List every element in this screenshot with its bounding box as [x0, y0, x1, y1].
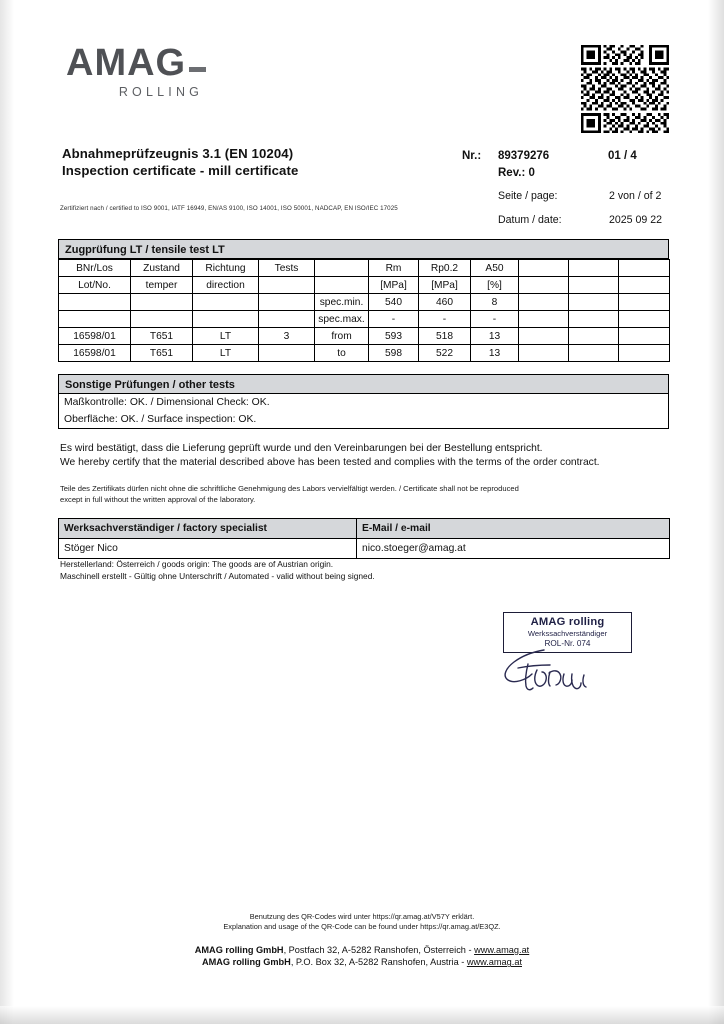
- table-cell: 460: [419, 294, 471, 311]
- column-header-cell: [519, 277, 569, 294]
- table-cell: [569, 311, 619, 328]
- column-header-cell: direction: [193, 277, 259, 294]
- address-german-url[interactable]: www.amag.at: [474, 944, 530, 955]
- table-cell: 16598/01: [59, 328, 131, 345]
- table-row: [59, 294, 670, 311]
- qr-explanation-german: Benutzung des QR-Codes wird unter https://qr.amag.at/V57Y erklärt.: [249, 912, 475, 921]
- table-row: [59, 328, 670, 345]
- origin-notice: [60, 559, 676, 582]
- tensile-test-table: [58, 259, 670, 362]
- scan-edge-left: [0, 0, 14, 1024]
- table-cell: 8: [471, 294, 519, 311]
- table-cell: [59, 311, 131, 328]
- logo-subtitle: ROLLING: [118, 85, 204, 99]
- column-header-cell: [MPa]: [419, 277, 471, 294]
- other-tests-band-title: Sonstige Prüfungen / other tests: [58, 374, 669, 394]
- stamp-role: Werkssachverständiger: [527, 629, 608, 638]
- certification-statement: [60, 442, 676, 469]
- table-cell: 13: [471, 328, 519, 345]
- column-header-cell: [MPa]: [369, 277, 419, 294]
- table-cell: 13: [471, 345, 519, 362]
- nr-label: Nr.:: [462, 150, 482, 162]
- table-cell: [569, 294, 619, 311]
- meta-row-revision: [462, 167, 662, 184]
- table-row-header-de: [59, 260, 670, 277]
- address-english-rest: , P.O. Box 32, A-5282 Ranshofen, Austria -: [290, 957, 467, 968]
- column-header-cell: Zustand: [131, 260, 193, 277]
- column-header-cell: Rp0.2: [419, 260, 471, 277]
- table-cell: -: [419, 311, 471, 328]
- factory-specialist-table: [58, 518, 670, 559]
- address-german: [0, 944, 724, 956]
- column-header-cell: [315, 260, 369, 277]
- table-cell: 3: [259, 328, 315, 345]
- specialist-name-value: Stöger Nico: [59, 539, 357, 559]
- reproduce-line1: Teile des Zertifikats dürfen nicht ohne die schriftliche Genehmigung des Labors vervielfältigt werden. / Certificate shall not be reproduced: [60, 484, 519, 493]
- certification-standards-line: Zertifiziert nach / certified to ISO 9001, IATF 16949, EN/AS 9100, ISO 14001, ISO 50001, NADCAP, EN ISO/IEC 17025: [60, 205, 398, 212]
- table-cell: from: [315, 328, 369, 345]
- sheet-value: 01 / 4: [608, 150, 637, 162]
- table-cell: -: [471, 311, 519, 328]
- table-cell: [519, 328, 569, 345]
- address-english-company: AMAG rolling GmbH: [202, 957, 291, 968]
- column-header-cell: Tests: [259, 260, 315, 277]
- company-address: [0, 944, 724, 969]
- date-value: 2025 09 22: [609, 214, 663, 226]
- table-cell: 598: [369, 345, 419, 362]
- specialist-email-header: E-Mail / e-mail: [357, 519, 670, 539]
- address-english: [0, 956, 724, 968]
- stamp-rol-number: ROL-Nr. 074: [544, 639, 591, 648]
- reproduction-notice: [60, 484, 680, 505]
- title-german: Abnahmeprüfzeugnis 3.1 (EN 10204): [62, 146, 294, 161]
- column-header-cell: BNr/Los: [59, 260, 131, 277]
- table-cell: LT: [193, 328, 259, 345]
- rev-label: Rev.: 0: [498, 167, 535, 179]
- address-german-rest: , Postfach 32, A-5282 Ranshofen, Österreich -: [283, 944, 475, 955]
- column-header-cell: temper: [131, 277, 193, 294]
- page-title: [62, 146, 298, 179]
- table-cell: 540: [369, 294, 419, 311]
- table-row: [59, 539, 670, 559]
- page-label: Seite / page:: [498, 190, 558, 202]
- column-header-cell: [619, 260, 670, 277]
- table-cell: -: [369, 311, 419, 328]
- origin-line: Herstellerland: Österreich / goods origin: The goods are of Austrian origin.: [60, 559, 334, 569]
- scan-edge-right: [708, 0, 724, 1024]
- title-english: Inspection certificate - mill certificate: [62, 162, 299, 178]
- table-cell: 16598/01: [59, 345, 131, 362]
- column-header-cell: [569, 277, 619, 294]
- table-cell: [259, 345, 315, 362]
- other-test-line: Maßkontrolle: OK. / Dimensional Check: OK.: [64, 397, 270, 408]
- other-test-line: Oberfläche: OK. / Surface inspection: OK.: [64, 414, 257, 425]
- table-cell: [619, 345, 670, 362]
- meta-row-date: [462, 214, 662, 232]
- other-tests-lines: [58, 394, 669, 429]
- amag-logo: [66, 44, 206, 99]
- table-cell: [193, 294, 259, 311]
- table-cell: [619, 294, 670, 311]
- table-cell: 522: [419, 345, 471, 362]
- page-value: 2 von / of 2: [609, 190, 662, 202]
- column-header-cell: Rm: [369, 260, 419, 277]
- table-cell: [569, 328, 619, 345]
- table-cell: [193, 311, 259, 328]
- table-cell: [519, 294, 569, 311]
- qr-code-image: [578, 42, 672, 136]
- reproduce-line2: except in full without the written approval of the laboratory.: [60, 494, 256, 504]
- certify-english: We hereby certify that the material described above has been tested and complies with the terms of the order contract.: [60, 456, 600, 468]
- table-cell: LT: [193, 345, 259, 362]
- certify-german: Es wird bestätigt, dass die Lieferung geprüft wurde und den Vereinbarungen bei der Bestellung entspricht.: [60, 443, 543, 454]
- table-cell: [569, 345, 619, 362]
- tensile-test-band-title: Zugprüfung LT / tensile test LT: [58, 239, 669, 259]
- table-cell: [59, 294, 131, 311]
- automated-line: Maschinell erstellt - Gültig ohne Unterschrift / Automated - valid without being signed.: [60, 570, 375, 581]
- table-cell: [131, 294, 193, 311]
- meta-row-page: [462, 190, 662, 208]
- table-cell: [519, 345, 569, 362]
- table-cell: spec.max.: [315, 311, 369, 328]
- factory-specialist-section: [58, 518, 669, 559]
- table-cell: to: [315, 345, 369, 362]
- column-header-cell: A50: [471, 260, 519, 277]
- table-cell: [259, 294, 315, 311]
- specialist-name-header: Werksachverständiger / factory specialist: [59, 519, 357, 539]
- scan-edge-bottom: [0, 1006, 724, 1024]
- column-header-cell: Lot/No.: [59, 277, 131, 294]
- table-cell: T651: [131, 345, 193, 362]
- nr-value: 89379276: [498, 150, 550, 162]
- table-cell: [619, 311, 670, 328]
- other-tests-section: [58, 374, 669, 429]
- qr-explanation-english: Explanation and usage of the QR-Code can be found under https://qr.amag.at/E3QZ.: [223, 922, 501, 932]
- logo-dash-icon: [189, 67, 206, 72]
- table-cell: [131, 311, 193, 328]
- meta-row-number: [462, 150, 662, 167]
- address-german-company: AMAG rolling GmbH: [194, 944, 284, 955]
- table-cell: [259, 311, 315, 328]
- handwritten-signature: [492, 648, 652, 700]
- approval-stamp: [503, 612, 632, 653]
- page-footer: [0, 912, 724, 969]
- document-meta: [462, 150, 662, 232]
- date-label: Datum / date:: [498, 214, 562, 226]
- column-header-cell: [259, 277, 315, 294]
- table-row-header-en: [59, 277, 670, 294]
- column-header-cell: [569, 260, 619, 277]
- table-cell: [619, 328, 670, 345]
- table-cell: spec.min.: [315, 294, 369, 311]
- qr-explanation: [0, 912, 724, 933]
- tensile-test-section: [58, 239, 669, 362]
- address-english-url[interactable]: www.amag.at: [466, 957, 522, 968]
- column-header-cell: [315, 277, 369, 294]
- table-row: [59, 311, 670, 328]
- logo-brand-text: AMAG: [66, 42, 187, 84]
- column-header-cell: Richtung: [193, 260, 259, 277]
- column-header-cell: [619, 277, 670, 294]
- table-cell: 593: [369, 328, 419, 345]
- table-cell: [519, 311, 569, 328]
- table-row: [59, 345, 670, 362]
- specialist-email-value: nico.stoeger@amag.at: [357, 539, 670, 559]
- table-cell: 518: [419, 328, 471, 345]
- stamp-company: AMAG rolling: [530, 616, 605, 628]
- column-header-cell: [%]: [471, 277, 519, 294]
- column-header-cell: [519, 260, 569, 277]
- table-cell: T651: [131, 328, 193, 345]
- table-row-header: [59, 519, 670, 539]
